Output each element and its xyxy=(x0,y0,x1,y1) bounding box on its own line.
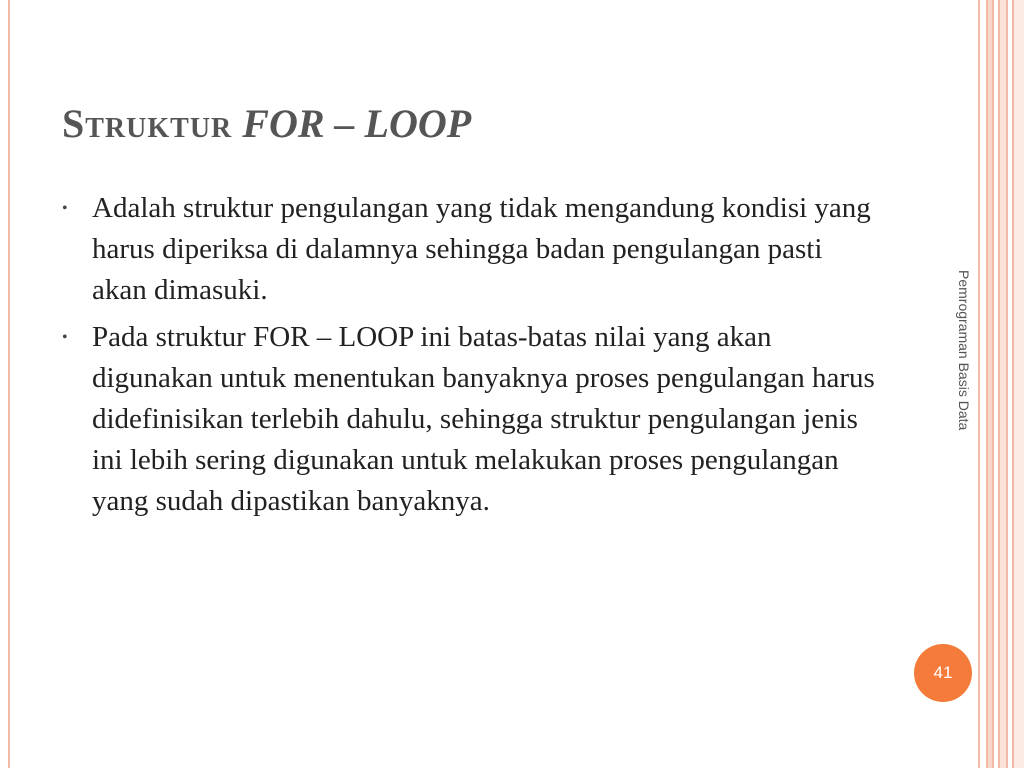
right-stripe-1 xyxy=(978,0,980,768)
bullet-text: Adalah struktur pengulangan yang tidak mengandung kondisi yang harus diperiksa di dalamnya sehingga badan pengulangan pasti akan dimasuki. xyxy=(92,192,871,306)
side-course-label: Pemrograman Basis Data xyxy=(956,270,972,431)
page-number-badge: 41 xyxy=(914,644,972,702)
bullet-list xyxy=(60,188,880,528)
right-stripe-4 xyxy=(1012,0,1024,768)
bullet-text: Pada struktur FOR – LOOP ini batas-batas nilai yang akan digunakan untuk menentukan banyaknya proses pengulangan harus didefinisikan terlebih dahulu, sehingga struktur pengulangan jenis ini lebih sering digunakan untuk melakukan proses pengulangan yang sudah dipastikan banyaknya. xyxy=(92,321,875,517)
slide-title xyxy=(62,100,471,148)
list-item xyxy=(60,188,880,311)
list-item xyxy=(60,317,880,522)
right-stripe-2 xyxy=(986,0,994,768)
slide-title-italic: FOR – LOOP xyxy=(242,101,472,146)
bullet-icon: • xyxy=(62,329,68,346)
right-stripe-3 xyxy=(998,0,1008,768)
slide-title-main: Struktur xyxy=(62,101,233,146)
bullet-icon: • xyxy=(62,200,68,217)
left-border-line xyxy=(8,0,10,768)
